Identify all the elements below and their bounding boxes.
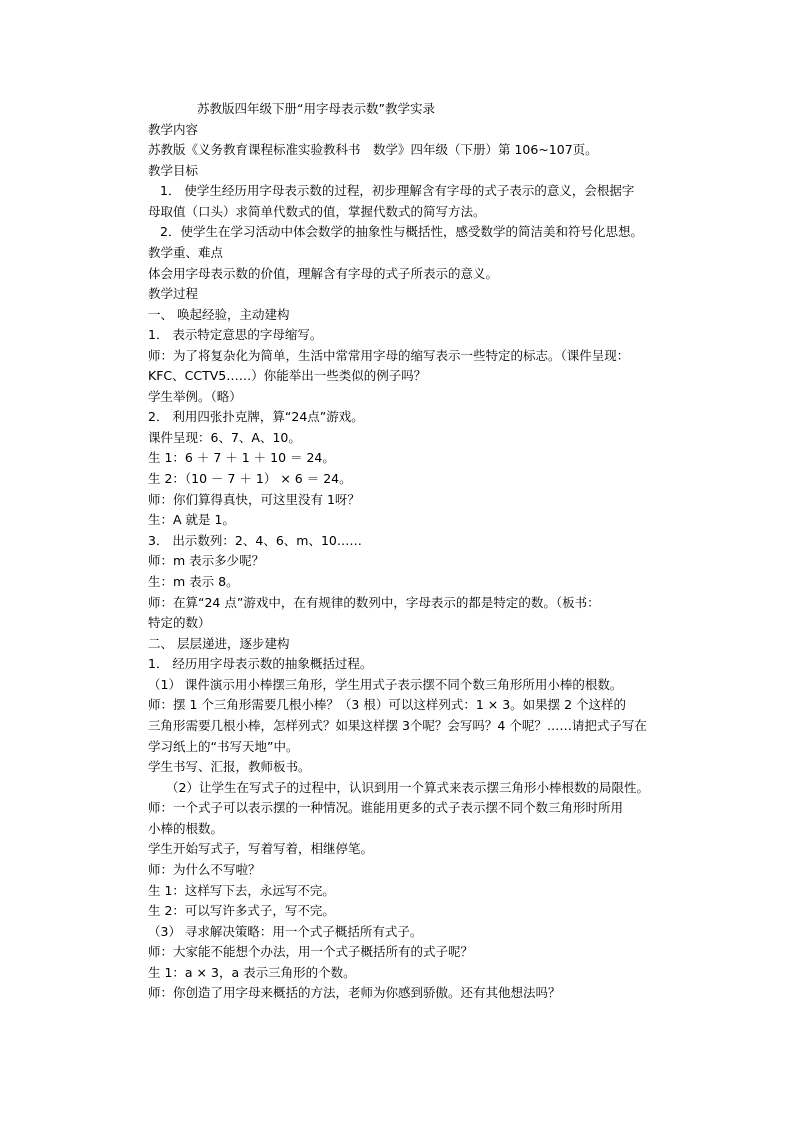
paragraph: 生 1：这样写下去，永远写不完。 <box>148 883 335 898</box>
paragraph: 1． 经历用字母表示数的抽象概括过程。 <box>148 656 373 671</box>
paragraph: 师：在算“24 点”游戏中，在有规律的数列中，字母表示的都是特定的数。（板书： <box>148 595 600 610</box>
paragraph: 小棒的根数。 <box>148 821 224 836</box>
paragraph: 3． 出示数列：2、4、6、m、10…… <box>148 533 362 548</box>
paragraph: 生：A 就是 1。 <box>148 512 235 527</box>
paragraph: 师：为了将复杂化为简单，生活中常常用字母的缩写表示一些特定的标志。（课件呈现： <box>148 348 630 363</box>
paragraph: 生 1：6 ＋ 7 ＋ 1 ＋ 10 ＝ 24。 <box>148 450 335 465</box>
paragraph: 母取值（口头）求简单代数式的值，掌握代数式的简写方法。 <box>148 204 486 219</box>
heading-key-points: 教学重、难点 <box>148 245 224 260</box>
paragraph: 课件呈现：6、7、A、10。 <box>148 430 301 445</box>
paragraph: 生 1：a × 3，a 表示三角形的个数。 <box>148 965 356 980</box>
paragraph: 学生书写、汇报，教师板书。 <box>148 759 311 774</box>
paragraph: 三角形需要几根小棒，怎样列式？如果这样摆 3个呢？会写吗？4 个呢？……请把式子写在 <box>148 718 647 733</box>
paragraph: （1） 课件演示用小棒摆三角形，学生用式子表示摆不同个数三角形所用小棒的根数。 <box>148 677 623 692</box>
heading-content: 教学内容 <box>148 122 199 137</box>
paragraph: 学生举例。（略） <box>148 389 242 404</box>
paragraph: 师：你们算得真快，可这里没有 1呀？ <box>148 492 360 507</box>
paragraph: 学习纸上的“书写天地”中。 <box>148 739 299 754</box>
section-heading: 二、 层层递进，逐步建构 <box>148 636 290 651</box>
paragraph: 师：一个式子可以表示摆的一种情况。谁能用更多的式子表示摆不同个数三角形时所用 <box>148 800 624 815</box>
paragraph: 生 2：可以写许多式子，写不完。 <box>148 903 335 918</box>
section-heading: 一、 唤起经验，主动建构 <box>148 307 290 322</box>
heading-goals: 教学目标 <box>148 163 199 178</box>
paragraph: 师：大家能不能想个办法，用一个式子概括所有的式子呢？ <box>148 944 474 959</box>
paragraph: （3） 寻求解决策略：用一个式子概括所有式子。 <box>148 924 423 939</box>
paragraph: 师：摆 1 个三角形需要几根小棒？（3 根）可以这样列式：1 × 3。如果摆 2 个这样的 <box>148 697 627 712</box>
paragraph: 1． 使学生经历用字母表示数的过程，初步理解含有字母的式子表示的意义，会根据字 <box>160 183 635 198</box>
paragraph: （2）让学生在写式子的过程中，认识到用一个算式来表示摆三角形小棒根数的局限性。 <box>166 780 649 795</box>
paragraph: 体会用字母表示数的价值，理解含有字母的式子所表示的意义。 <box>148 266 499 281</box>
paragraph: 生：m 表示 8。 <box>148 574 239 589</box>
paragraph: 师：你创造了用字母来概括的方法，老师为你感到骄傲。还有其他想法吗？ <box>148 985 561 1000</box>
paragraph: 1． 表示特定意思的字母缩写。 <box>148 327 323 342</box>
paragraph: 师：m 表示多少呢？ <box>148 553 265 568</box>
paragraph: 2． 利用四张扑克牌，算“24点”游戏。 <box>148 409 364 424</box>
document-title: 苏教版四年级下册“用字母表示数”教学实录 <box>197 101 435 116</box>
paragraph: 师：为什么不写啦？ <box>148 862 261 877</box>
paragraph: 特定的数） <box>148 615 211 630</box>
paragraph: KFC、CCTV5……）你能举出一些类似的例子吗？ <box>148 368 427 383</box>
paragraph: 生 2：（10 － 7 ＋ 1） × 6 ＝ 24。 <box>148 471 352 486</box>
paragraph: 苏教版《义务教育课程标准实验教科书 数学》四年级（下册）第 106~107页。 <box>148 142 598 157</box>
paragraph: 学生开始写式子，写着写着，相继停笔。 <box>148 841 374 856</box>
paragraph: 2．使学生在学习活动中体会数学的抽象性与概括性，感受数学的简洁美和符号化思想。 <box>160 224 643 239</box>
heading-process: 教学过程 <box>148 286 199 301</box>
